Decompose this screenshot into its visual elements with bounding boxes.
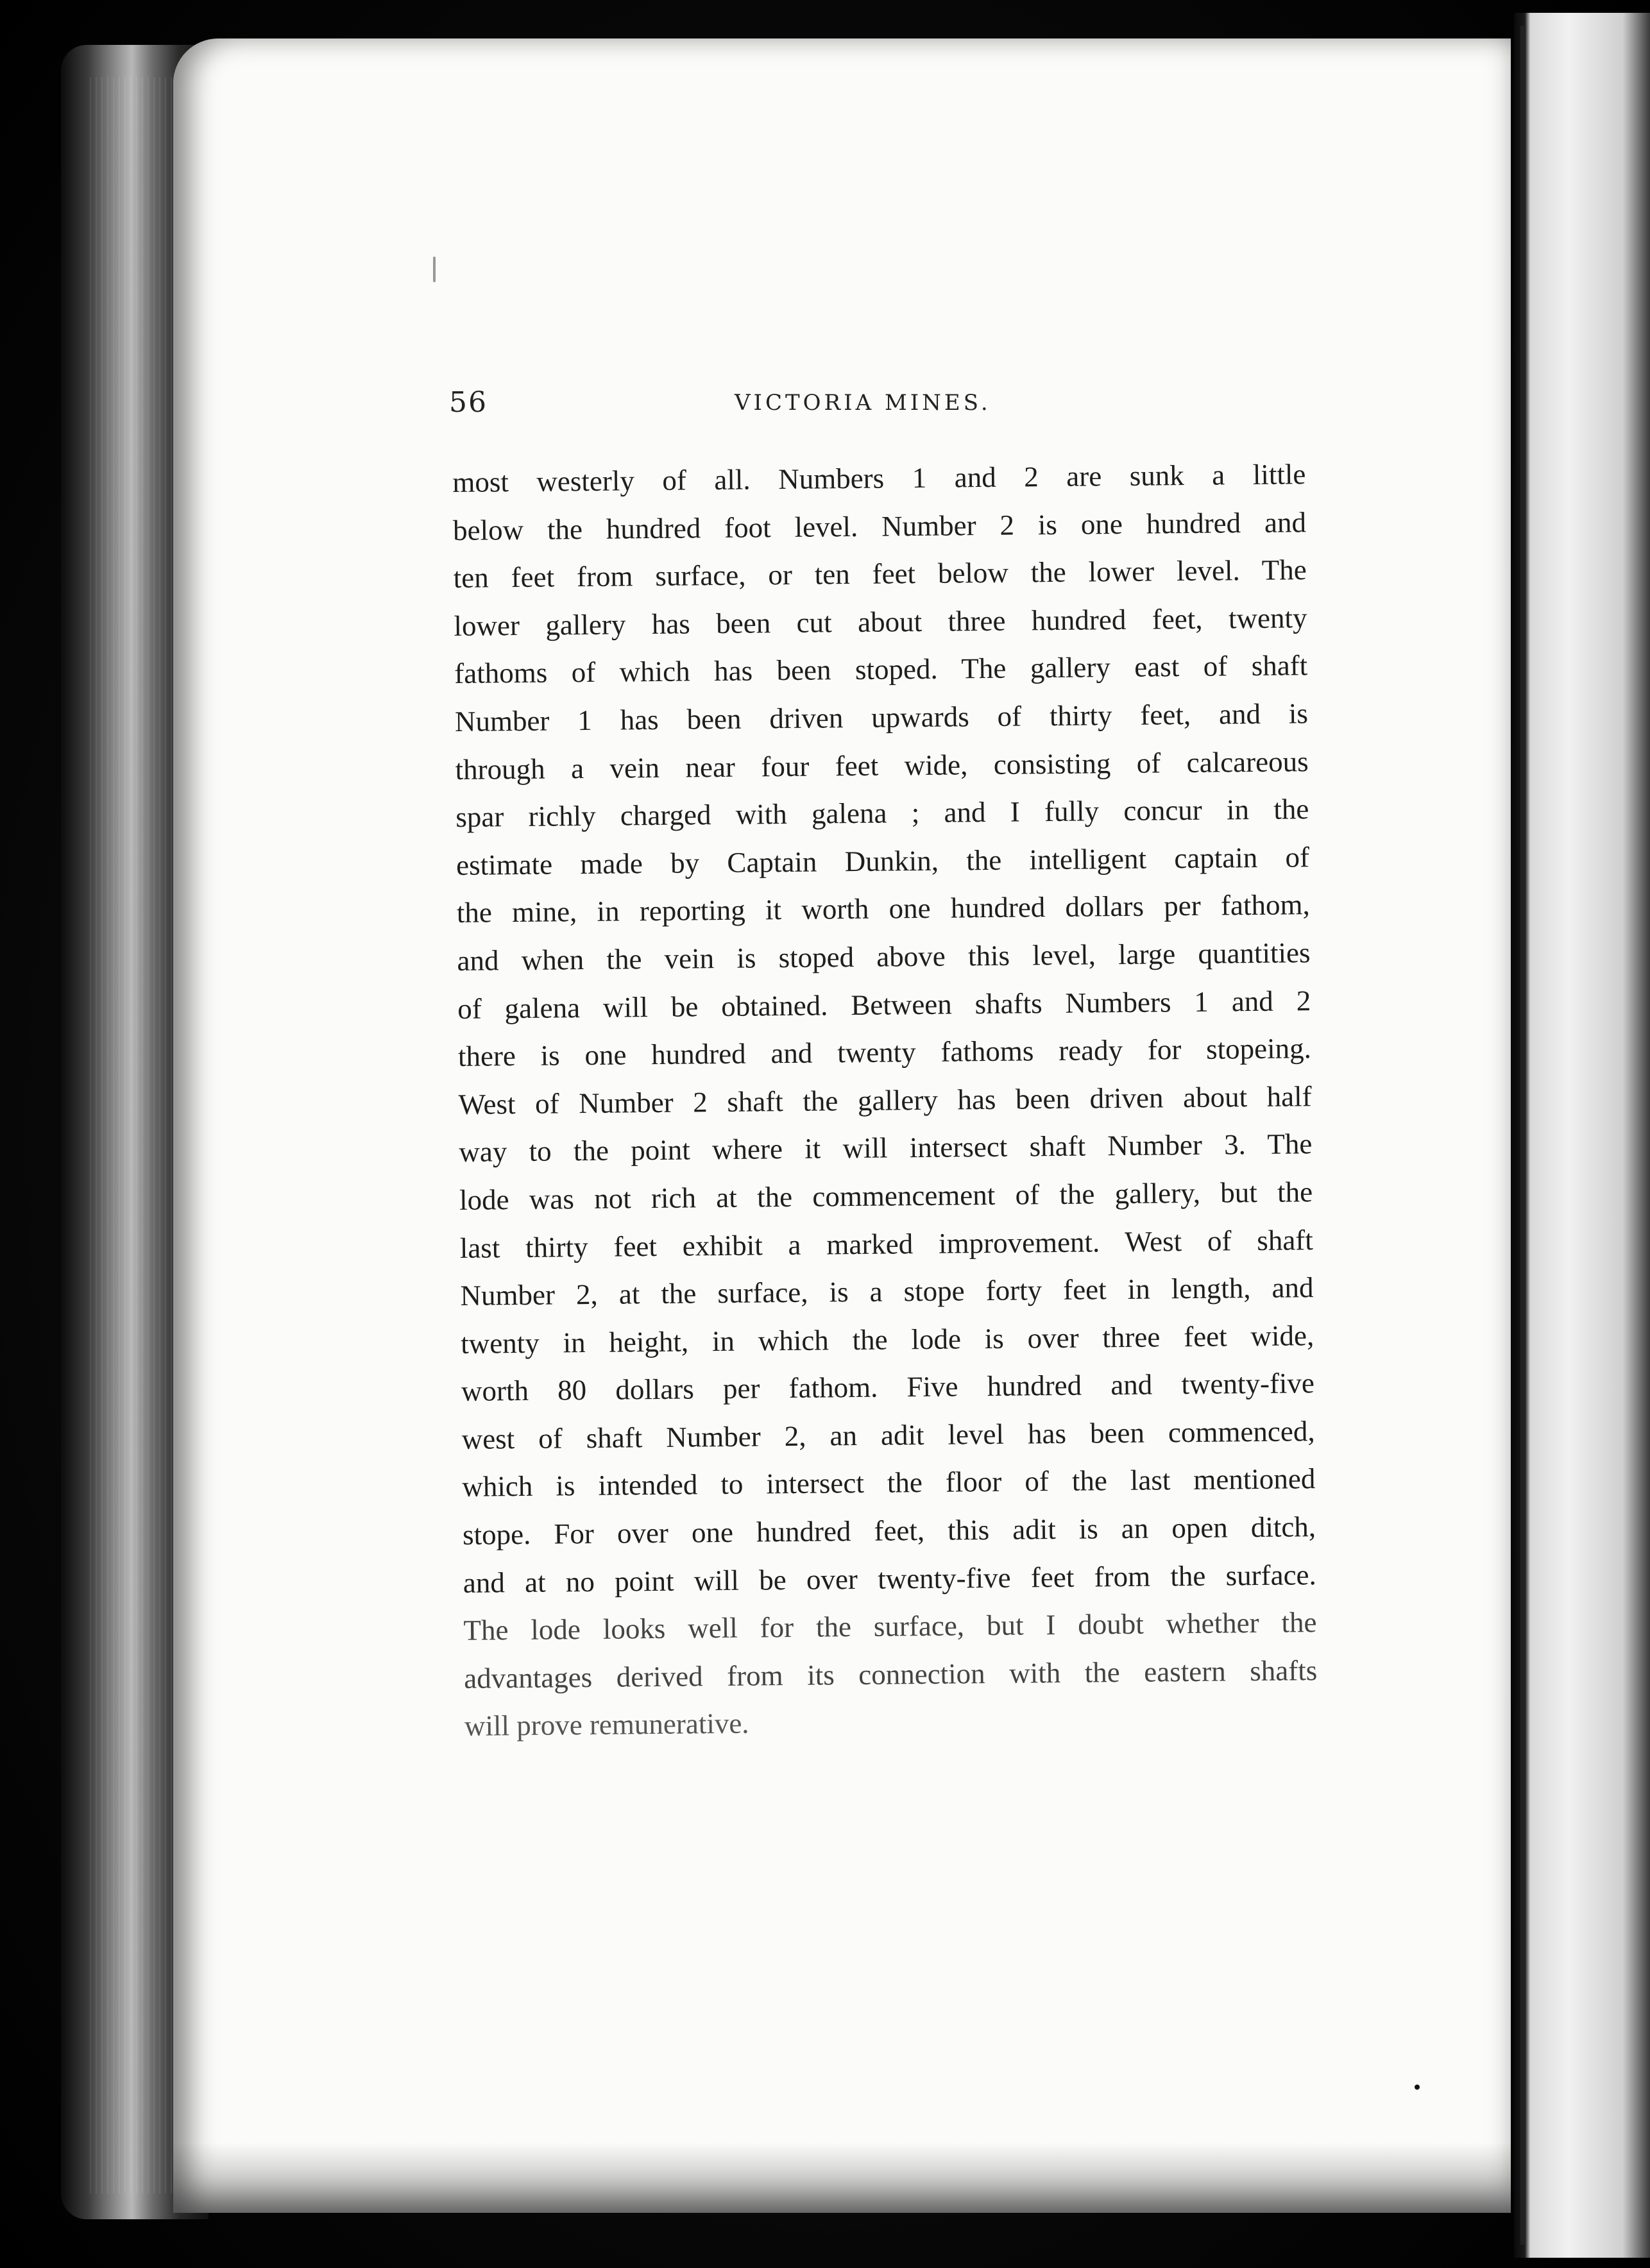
text-line: advantages derived from its connection with the eastern shafts [464, 1654, 1318, 1695]
text-line: of galena will be obtained. Between shafts Numbers 1 and 2 [457, 984, 1311, 1025]
page-bottom-shadow [173, 2142, 1511, 2213]
text-line: west of shaft Number 2, an adit level has been commenced, [461, 1415, 1315, 1455]
text-line: fathoms of which has been stoped. The gallery east of shaft [454, 649, 1308, 690]
text-line: below the hundred foot level. Number 2 is one hundred and [452, 505, 1307, 546]
text-line: last thirty feet exhibit a marked improvement. West of shaft [459, 1223, 1313, 1264]
text-line: which is intended to intersect the floor of the last mentioned [462, 1462, 1316, 1503]
text-line: Number 2, at the surface, is a stope forty feet in length, and [460, 1271, 1314, 1312]
page-number: 56 [449, 386, 488, 419]
facing-page-edge [1514, 13, 1650, 2258]
text-line: ten feet from surface, or ten feet below the lower level. The [453, 554, 1307, 595]
text-line: estimate made by Captain Dunkin, the intelligent captain of [455, 840, 1310, 881]
page-header [449, 386, 1322, 425]
text-line: The lode looks well for the surface, but I doubt whether the [463, 1606, 1317, 1647]
text-line: lower gallery has been cut about three hundred feet, twenty [454, 602, 1307, 642]
scan-speck [433, 257, 436, 282]
text-line: Number 1 has been driven upwards of thirty feet, and is [454, 697, 1309, 738]
gutter-line [1520, 26, 1526, 2245]
text-line: and when the vein is stoped above this level, large quantities [457, 936, 1311, 977]
text-line: most westerly of all. Numbers 1 and 2 are sunk a little [452, 458, 1306, 498]
book-page-edge-lines [90, 77, 186, 2194]
text-line: the mine, in reporting it worth one hundred dollars per fathom, [456, 888, 1310, 929]
text-line-last: will prove remunerative. [464, 1707, 749, 1743]
running-head: VICTORIA MINES. [735, 390, 991, 416]
text-line: twenty in height, in which the lode is over three feet wide, [461, 1319, 1314, 1360]
text-line: spar richly charged with galena ; and I fully concur in the [455, 793, 1309, 834]
scan-speck [1415, 2085, 1420, 2090]
text-line: worth 80 dollars per fathom. Five hundred and twenty-five [461, 1367, 1315, 1408]
text-line: and at no point will be over twenty-five feet from the surface. [463, 1558, 1317, 1599]
text-line: West of Number 2 shaft the gallery has been driven about half [458, 1079, 1312, 1121]
text-line: way to the point where it will intersect shaft Number 3. The [459, 1128, 1313, 1169]
text-line: lode was not rich at the commencement of the gallery, but the [459, 1176, 1313, 1216]
body-text [452, 450, 1318, 1750]
text-line: through a vein near four feet wide, consisting of calcareous [455, 745, 1309, 786]
text-line: stope. For over one hundred feet, this adit is an open ditch, [462, 1511, 1316, 1551]
text-line: there is one hundred and twenty fathoms ready for stopeing. [457, 1032, 1312, 1073]
